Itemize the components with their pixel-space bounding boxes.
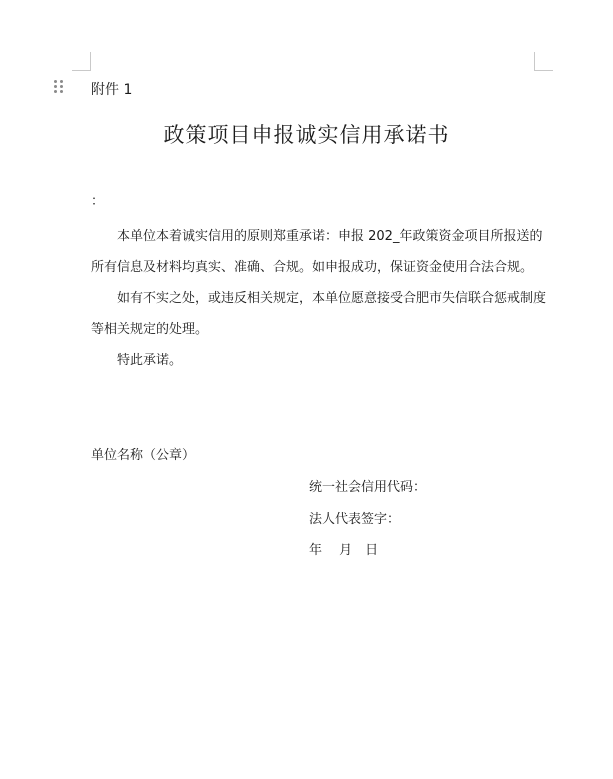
document-title: 政策项目申报诚实信用承诺书 <box>163 123 450 147</box>
paragraph-1-line-1: 本单位本着诚实信用的原则郑重承诺：申报 202_年政策资金项目所报送的 <box>117 229 543 244</box>
paragraph-3: 特此承诺。 <box>117 353 183 368</box>
attachment-label: 附件 1 <box>91 82 133 98</box>
recipient-line: ： <box>91 194 105 209</box>
paragraph-1-line-2: 所有信息及材料均真实、准确、合规。如申报成功，保证资金使用合法合规。 <box>91 260 534 275</box>
legal-rep-label: 法人代表签字： <box>309 512 401 527</box>
date-line: 年 月 日 <box>309 543 379 558</box>
credit-code-label: 统一社会信用代码： <box>309 480 427 495</box>
margin-corner-top-right <box>534 52 553 71</box>
margin-corner-top-left <box>72 52 91 71</box>
drag-handle-icon[interactable] <box>54 80 66 94</box>
paragraph-2-line-1: 如有不实之处，或违反相关规定，本单位愿意接受合肥市失信联合惩戒制度 <box>117 291 547 306</box>
unit-name-label: 单位名称（公章） <box>91 448 196 463</box>
paragraph-2-line-2: 等相关规定的处理。 <box>91 322 209 337</box>
